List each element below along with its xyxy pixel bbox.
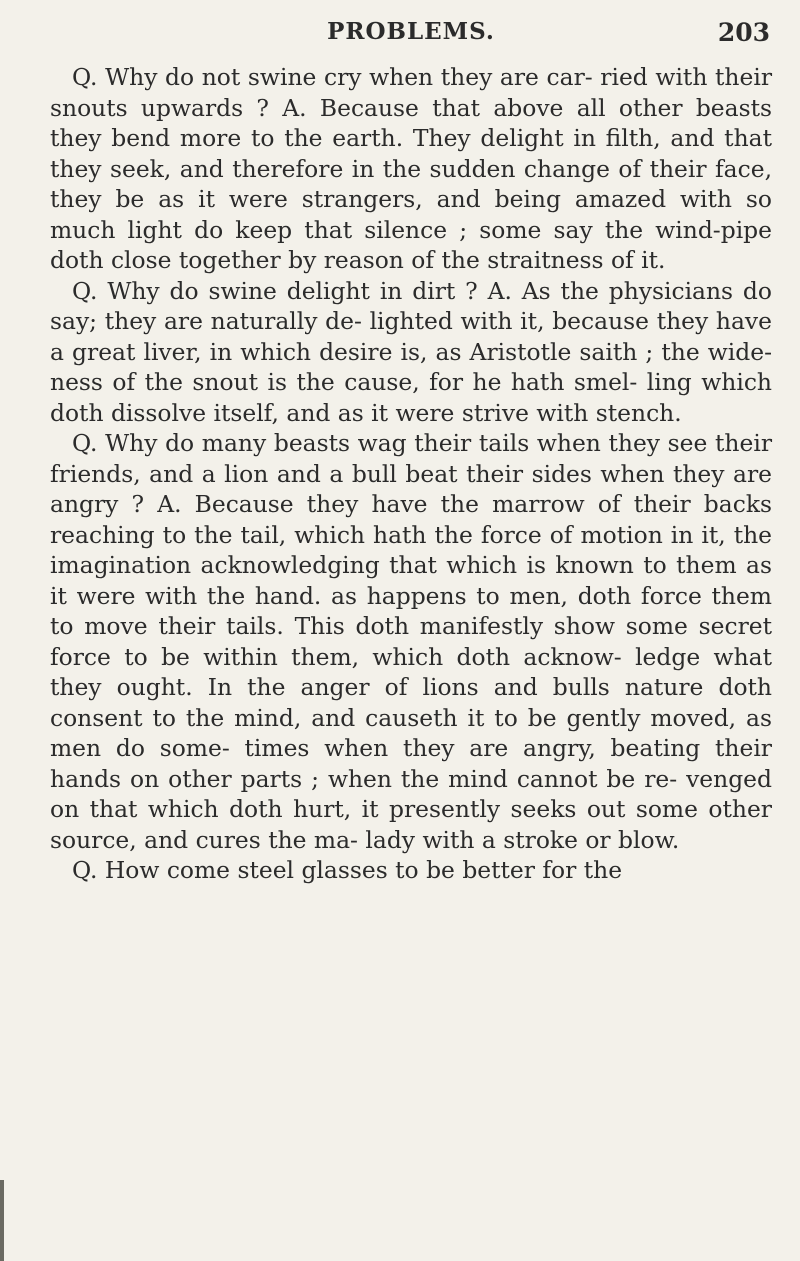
text-body	[50, 62, 772, 886]
paragraph-swine-cry: Q. Why do not swine cry when they are car- ried with their snouts upwards ? A. Because that above all other beasts they bend more to the earth. They delight in filth, and that they seek, and therefore in the sudden change of their face, they be as it were strangers, and being amazed with so much light do keep that silence ; some say the wind-pipe doth close together by reason of the straitness of it.	[50, 63, 772, 274]
page-edge-rule	[0, 1180, 4, 1261]
running-head	[50, 18, 772, 48]
running-head-title: PROBLEMS.	[327, 18, 495, 45]
paragraph-swine-dirt: Q. Why do swine delight in dirt ? A. As the physicians do say; they are naturally de- lighted with it, because they have a great liver, in which desire is, as Aristotle saith ; the wide- ness of the snout is the cause, for he hath smel- ling which doth dissolve itself, and as it were strive with stench.	[50, 276, 772, 427]
paragraph-steel-glasses: Q. How come steel glasses to be better for the	[72, 856, 623, 884]
page-number: 203	[717, 18, 770, 47]
paragraph-beasts-tails: Q. Why do many beasts wag their tails when they see their friends, and a lion and a bull beat their sides when they are angry ? A. Because they have the marrow of their backs reaching to the tail, which hath the force of motion in it, the imagination acknowledging that which is known to them as it were with the hand. as happens to men, doth force them to move their tails. This doth manifestly show some secret force to be within them, which doth acknow- ledge what they ought. In the anger of lions and bulls nature doth consent to the mind, and causeth it to be gently moved, as men do some- times when they are angry, beating their hands on other parts ; when the mind cannot be re- venged on that which doth hurt, it presently seeks out some other source, and cures the ma- lady with a stroke or blow.	[50, 429, 772, 854]
